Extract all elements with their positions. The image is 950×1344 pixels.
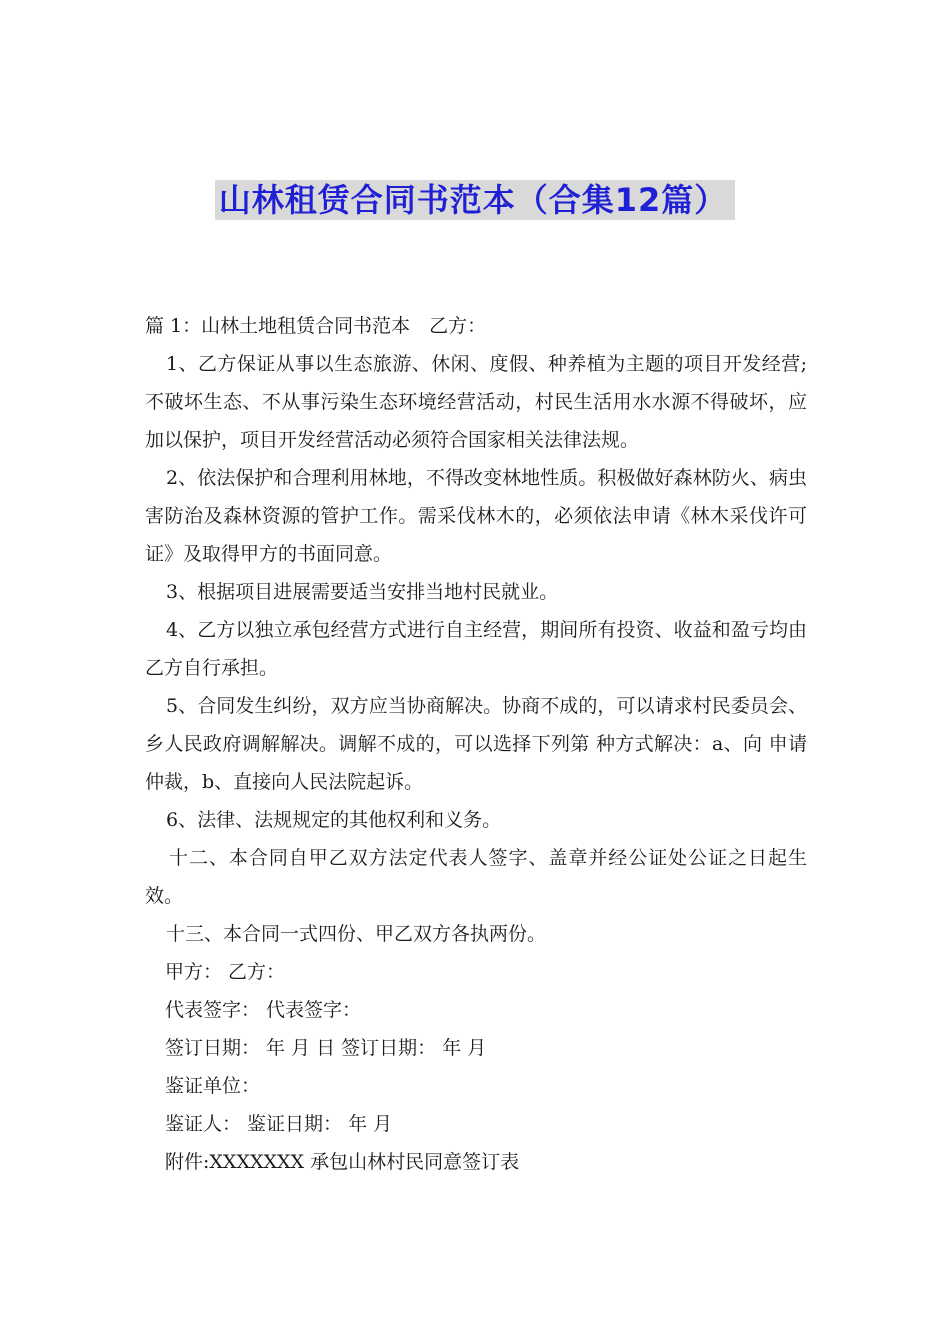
section-heading: 篇 1：山林土地租赁合同书范本 乙方： xyxy=(145,315,487,337)
party-signature-line: 甲方： 乙方： xyxy=(165,961,286,983)
article-12: 十二、本合同自甲乙双方法定代表人签字、盖章并经公证处公证之日起生效。 xyxy=(145,847,807,907)
clause-3: 3、根据项目进展需要适当安排当地村民就业。 xyxy=(166,581,559,603)
clause-2: 2、依法保护和合理利用林地，不得改变林地性质。积极做好森林防火、病虫害防治及森林资源的管护工作。需采伐林木的，必须依法申请《林木采伐许可证》及取得甲方的书面同意。 xyxy=(145,467,807,565)
certifying-unit-line: 鉴证单位： xyxy=(165,1075,261,1097)
clause-6: 6、法律、法规规定的其他权利和义务。 xyxy=(166,809,502,831)
signing-date-line: 签订日期： 年 月 日 签订日期： 年 月 xyxy=(165,1037,487,1059)
document-body xyxy=(145,307,807,1181)
title-container xyxy=(0,180,950,220)
document-title: 山林租赁合同书范本（合集12篇） xyxy=(215,180,736,220)
clause-1: 1、乙方保证从事以生态旅游、休闲、度假、种养植为主题的项目开发经营;不破坏生态、不从事污染生态环境经营活动，村民生活用水水源不得破坏，应加以保护，项目开发经营活动必须符合国家相关法律法规。 xyxy=(145,353,807,451)
clause-5: 5、合同发生纠纷，双方应当协商解决。协商不成的，可以请求村民委员会、乡人民政府调解解决。调解不成的，可以选择下列第 种方式解决：a、向 申请仲裁，b、直接向人民法院起诉。 xyxy=(145,695,807,793)
certifier-line: 鉴证人： 鉴证日期： 年 月 xyxy=(165,1113,393,1135)
article-13: 十三、本合同一式四份、甲乙双方各执两份。 xyxy=(166,923,547,945)
representative-signature-line: 代表签字： 代表签字： xyxy=(165,999,362,1021)
attachment-line: 附件:XXXXXXX 承包山林村民同意签订表 xyxy=(165,1151,520,1173)
clause-4: 4、乙方以独立承包经营方式进行自主经营，期间所有投资、收益和盈亏均由乙方自行承担。 xyxy=(145,619,807,679)
